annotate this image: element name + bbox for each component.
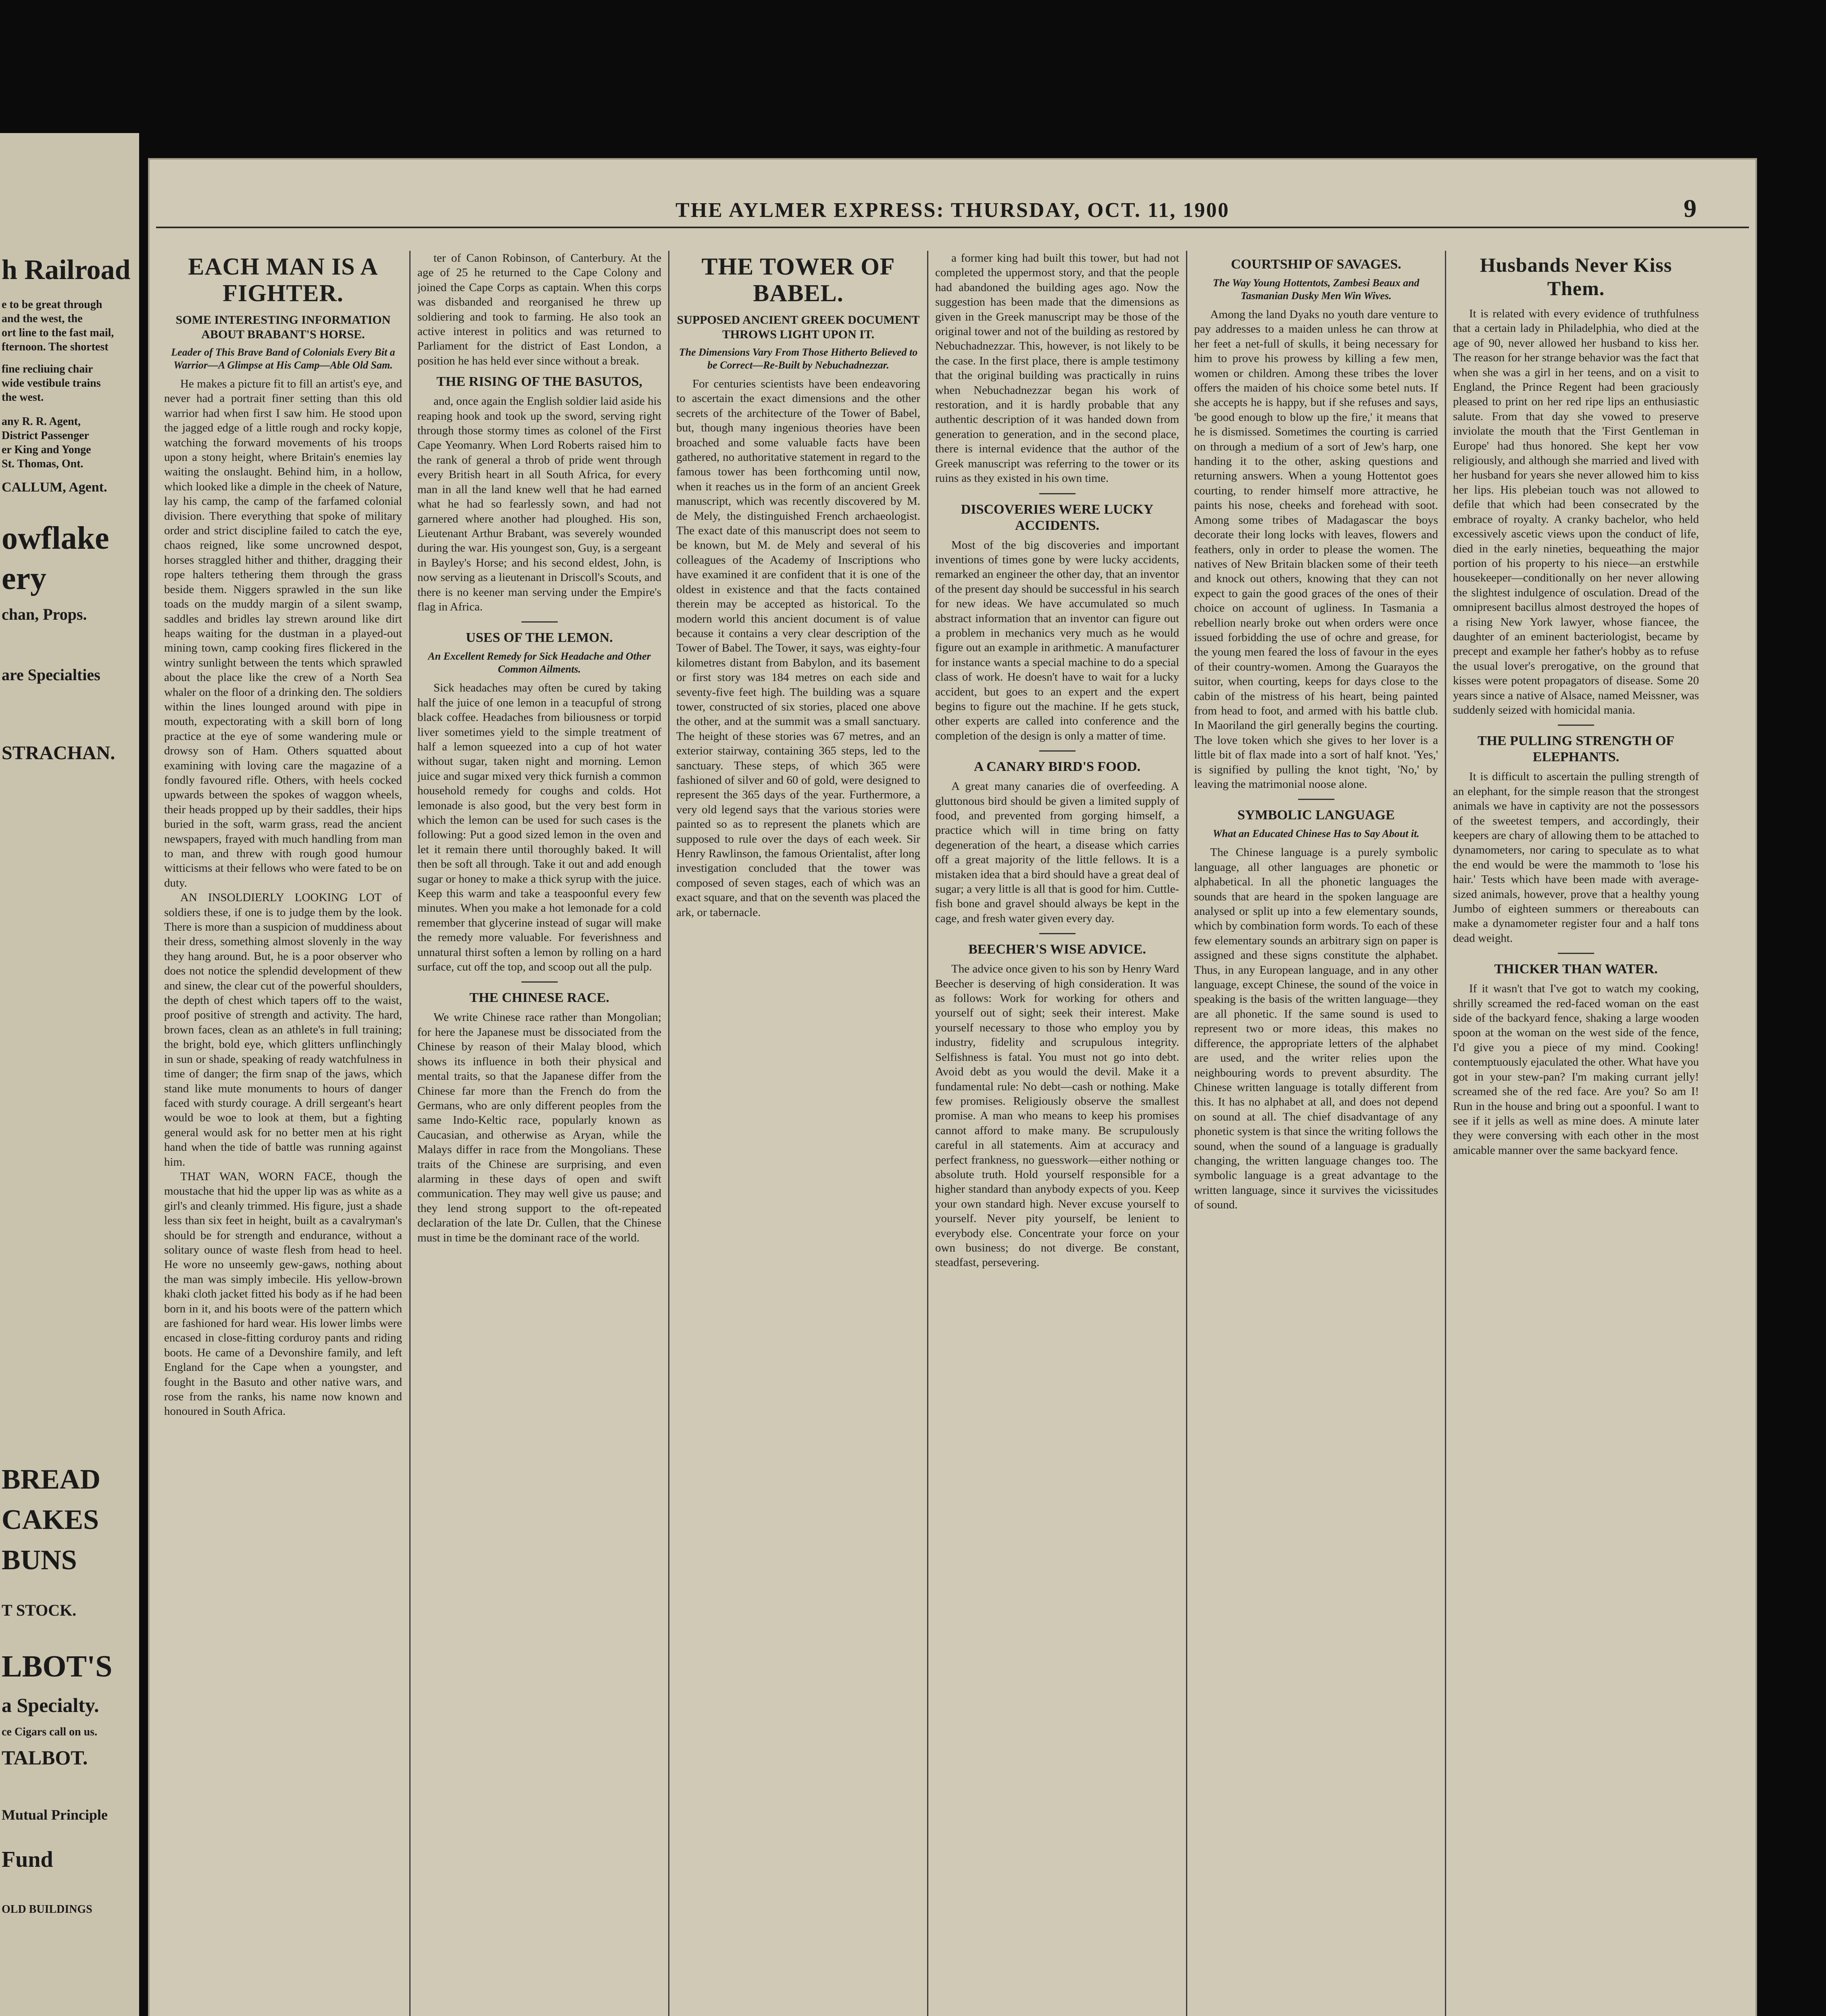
article-divider [1558, 725, 1594, 726]
left-strip-line: OLD BUILDINGS [2, 1903, 92, 1916]
subhead-basutos: THE RISING OF THE BASUTOS, [436, 374, 642, 389]
deck-lemon: An Excellent Remedy for Sick Headache and Other Common Ailments. [428, 650, 651, 675]
article-body: Among the land Dyaks no youth dare venture to pay addresses to a maiden unless he can throw at her feet a net-full of skulls, it being necessary for him to prove his prowess by killing a few men, women or children. Among these tribes the lover offers the maiden of his choice some betel nuts. If she accepts he is happy, but if she refuses and says, 'be good enough to blow up the fire,' it means that he is dismissed. Sometimes the courting is carried on through a medium of a sort of Jew's harp, one handing it to the other, asking questions and returning answers. When a young Hottentot goes courting, to render himself more attractive, he paints his nose, cheeks and forehead with soot. Among some tribes of Madagascar the boys decorate their long locks with leaves, flowers and feathers, only in order to please the women. The natives of New Britain blacken some of their teeth and knock out others, knowing that they can not expect to gain the good graces of the ones of their choice on account of ugliness. In Tasmania a rebellion nearly broke out when orders were once issued forbidding the use of ochre and grease, for the young men feared the loss of favour in the eyes of their country-women. Among the Guarayos the suitor, when courting, keeps for days close to the cabin of the mistress of his heart, being painted from head to foot, and armed with his battle club. In Maoriland the girl generally begins the courting. The love token which she gives to her lover is a little bit of flax made into a sort of half knot. 'Yes,' is signified by pulling the knot tight, 'No,' by leaving the matrimonial noose alone. [1194, 308, 1438, 791]
left-strip-line: ort line to the fast mail, [2, 327, 114, 339]
headline-tower-of-babel: THE TOWER OF BABEL. [701, 253, 895, 306]
deck-courtship: The Way Young Hottentots, Zambesi Beaux and Tasmanian Dusky Men Win Wives. [1213, 277, 1420, 302]
article-body: The advice once given to his son by Henry Ward Beecher is deserving of high consideration. It was as follows: Work for working for others and yourself out of sight; seek their interest. Make yourself necessary to those who employ you by industry, fidelity and scrupulous integrity. Selfishness is fatal. You must not go into debt. Avoid debt as you would the devil. Make it a fundamental rule: No debt—cash or nothing. Make few promises. Religiously observe the smallest promise. A man who means to keep his promises cannot afford to make many. Be scrupulously careful in all statements. Aim at accuracy and perfect frankness, no guesswork—either nothing or absolute truth. Hold yourself responsible for a higher standard than anybody expects of you. Keep your own standard high. Never excuse yourself to yourself. Never pity yourself, be lenient to everybody else. Concentrate your force on your own business; do not diverge. Be constant, steadfast, persevering. [935, 962, 1179, 1269]
deck-symbolic-language: What an Educated Chinese Has to Say About it. [1213, 828, 1420, 840]
article-body: ter of Canon Robinson, of Canterbury. At the age of 25 he returned to the Cape Colony and joined the Cape Corps as captain. When this corps was disbanded and reorganised he threw up soldiering and took to farming. He also took an active interest in politics and was returned to Parliament for the district of East London, a position he has held ever since without a break. [417, 252, 661, 367]
left-strip-line: and the west, the [2, 312, 83, 325]
column-separator [668, 251, 669, 2016]
left-strip-line: CAKES [2, 1504, 99, 1535]
left-strip-line: any R. R. Agent, [2, 415, 81, 428]
article-body: We write Chinese race rather than Mongolian; for here the Japanese must be dissociated from the Chinese by reason of their Malay blood, which shows its influence in both their physical and mental traits, so that the Japanese differ from the Chinese far more than the French do from the Germans, who are only different peoples from the same Indo-Keltic race, popularly known as Caucasian, and otherwise as Aryan, while the Malays differ in race from the Mongolians. These traits of the Chinese are surprising, and even alarming in these days of open and swift communication. They may well give us pause; and they lend strong support to the oft-repeated declaration of the late Dr. Cullen, that the Chinese must in time be the dominant race of the world. [417, 1011, 661, 1244]
headline-each-man: EACH MAN IS A FIGHTER. [188, 253, 378, 306]
left-strip-line: Mutual Principle [2, 1807, 108, 1823]
left-strip-line: chan, Props. [2, 605, 87, 623]
left-strip-line: District Passenger [2, 429, 89, 442]
column-2 [417, 251, 661, 2016]
left-strip-line: h Railroad [2, 254, 131, 285]
left-strip-line: fternoon. The shortest [2, 341, 108, 353]
left-strip-line: wide vestibule trains [2, 377, 101, 389]
column-1 [164, 251, 402, 2016]
article-divider [1558, 953, 1594, 954]
left-strip-line: owflake [2, 521, 109, 556]
headline-lemon: USES OF THE LEMON. [466, 630, 613, 646]
left-strip-line: TALBOT. [2, 1746, 88, 1769]
left-strip-line: STRACHAN. [2, 742, 115, 764]
left-strip-line: the west. [2, 391, 44, 404]
article-body: Sick headaches may often be cured by taking half the juice of one lemon in a teacupful of strong black coffee. Headaches from biliousness or torpid liver sometimes yield to the simple treatment of half a lemon squeezed into a cup of hot water without sugar, taken night and morning. Lemon juice and sugar mixed very thick furnish a common household remedy for coughs and colds. Hot lemonade is also good, but the very best form in which the lemon can be used for such cases is the following: Put a good sized lemon in the oven and let it remain there until thoroughly baked. It will then be soft all through. Take it out and add enough sugar or honey to make a thick syrup with the juice. Keep this warm and take a teaspoonful every few minutes. When you make a hot lemonade for a cold remember that glycerine instead of sugar will make the remedy more valuable. For feverishness and unnatural thirst soften a lemon by rolling on a hard surface, cut off the top, and scoop out all the pulp. [417, 681, 661, 974]
article-body: a former king had built this tower, but had not completed the uppermost story, and that the people had abandoned the building ages ago. Now the suggestion has been made that the dimensions as given in the Greek manuscript may be those of the original tower and not of the building as restored by Nebuchadnezzar. This, however, is not likely to be the case. In the first place, there is ample testimony that the original building was practically in ruins when Nebuchadnezzar began his work of restoration, and it is hardly probable that any authentic description of it was handed down from generation to generation, and in the second place, there is internal evidence that the author of the Greek manuscript was referring to the tower or its ruins as they existed in his own time. [935, 252, 1179, 485]
article-divider [521, 981, 558, 983]
column-separator [1186, 251, 1187, 2016]
headline-canary: A CANARY BIRD'S FOOD. [973, 759, 1141, 775]
article-body: For centuries scientists have been endeavoring to ascertain the exact dimensions and the other secrets of the architecture of the Tower of Babel, but, though many ingenious theories have been broached and some valuable facts have been gathered, no authoritative statement in regard to the famous tower has been forthcoming until now, when it reaches us in the form of an ancient Greek manuscript, which was recently discovered by M. de Mely, the distinguished French archaeologist. The exact date of this manuscript does not seem to be known, but M. de Mely and several of his colleagues of the Academy of Inscriptions who have examined it are confident that it is one of the oldest in existence and that the facts contained therein may be accepted as historical. To the modern world this ancient document is of value because it contains a very clear description of the Tower of Babel. The Tower, it says, was eighty-four kilometres distant from Babylon, and its basement or first story was 184 metres on each side and seventy-five feet high. The building was a square tower, constructed of six stories, placed one above the other, and at the summit was a small sanctuary. The height of these stories was 67 metres, and an exterior stairway, containing 365 steps, led to the sanctuary. These steps, of which 365 were fashioned of silver and 60 of gold, were designed to represent the 365 days of the year. Furthermore, a very old legend says that the various stories were painted so as to represent the planets which are supposed to rule over the days of each week. Sir Henry Rawlinson, the famous Orientalist, after long investigation concluded that the tower was composed of seven stages, each of which was an exact square, and that on the seventh was placed the ark, or tabernacle. [676, 377, 920, 919]
page-number: 9 [1684, 194, 1697, 223]
headline-symbolic-language: SYMBOLIC LANGUAGE [1237, 808, 1395, 823]
left-strip-line: Fund [2, 1847, 53, 1872]
article-body: It is difficult to ascertain the pulling strength of an elephant, for the simple reason that the strongest animals we have in captivity are not the possessors of the sweetest tempers, and accordingly, their keepers are chary of allowing them to be attached to dynamometers, nor caring to speculate as to what the end would be were the mammoth to 'lose his hair.' Tests which have been made with average-sized animals, however, prove that a healthy young Jumbo of eighteen summers or thereabouts can make a dynamometer register four and a half tons dead weight. [1453, 770, 1699, 945]
headline-beecher: BEECHER'S WISE ADVICE. [968, 942, 1146, 957]
left-strip-line: e to be great through [2, 298, 102, 311]
column-separator [409, 251, 411, 2016]
article-divider [521, 621, 558, 623]
left-strip-line: St. Thomas, Ont. [2, 458, 83, 470]
article-body: Most of the big discoveries and important inventions of times gone by were lucky accidents, remarked an engineer the other day, that an inventor of the present day should be successful in his search for new ideas. We have accumulated so much abstract information that an inventor can figure out a problem in mechanics very much as he would figure out an example in arithmetic. A manufacturer for instance wants a special machine to do a special class of work. He doesn't have to wait for a lucky accident, but goes to an expert and the expert begins to figure out the machine. If he gets stuck, other experts are called into conference and the completion of the design is only a matter of time. [935, 538, 1179, 742]
article-divider [1039, 933, 1076, 934]
deck-tower-of-babel: SUPPOSED ANCIENT GREEK DOCUMENT THROWS LIGHT UPON IT. [677, 313, 920, 341]
left-strip-line: a Specialty. [2, 1694, 99, 1716]
column-5 [1194, 251, 1438, 2016]
adjacent-page-strip [0, 133, 139, 2016]
masthead: THE AYLMER EXPRESS: THURSDAY, OCT. 11, 1900 [675, 199, 1230, 222]
subdeck-each-man: Leader of This Brave Band of Colonials Every Bit a Warrior—A Glimpse at His Camp—Able Old Sam. [171, 346, 395, 371]
article-body: It is related with every evidence of truthfulness that a certain lady in Philadelphia, who died at the age of 90, never allowed her husband to kiss her. The reason for her strange behavior was the fact that when she was a girl in her teens, and on a visit to England, the Prince Regent had been graciously pleased to print on her red ripe lips an enthusiastic salute. From that day she vowed to preserve inviolate the mouth that the 'First Gentleman in Europe' had thus honored. She kept her vow religiously, and although she married and lived with her husband for years she never allowed him to kiss her lips. His plebeian touch was not allowed to defile that which had been consecrated by the embrace of royalty. A cranky bachelor, who held excessively ascetic views upon the conduct of life, died in the early nineties, bequeathing the major portion of his property to his niece—an erstwhile housekeeper—conditionally on her never allowing the slightest indulgence of osculation. Dread of the omnipresent bacillus almost destroyed the hopes of a rising New York lawyer, whose fiancee, the daughter of an eminent bacteriologist, became by precept and example her father's hobby as to refuse the usual lover's prerogative, on the ground that kisses were potent propagators of disease. Some 20 years since a native of Alsace, named Meissner, was suddenly seized with homicidal mania. [1453, 307, 1699, 716]
headline-chinese-race: THE CHINESE RACE. [469, 990, 609, 1006]
left-strip-line: ce Cigars call on us. [2, 1726, 98, 1738]
article-body: If it wasn't that I've got to watch my cooking, shrilly screamed the red-faced woman on the east side of the backyard fence, shaking a large wooden spoon at the woman on the west side of the fence, I'd give you a piece of my mind. Cooking! contemptuously ejaculated the other. What have you got in your stew-pan? I'm making currant jelly! screamed she of the red face. Are you? So am I! Run in the house and bring out a spoonful. I want to see if it jells as well as mine does. A minute later they were conversing with each other in the most amicable manner over the same backyard fence. [1453, 982, 1699, 1157]
column-6 [1453, 251, 1699, 2016]
column-separator [927, 251, 928, 2016]
article-divider [1039, 750, 1076, 752]
column-separator [1445, 251, 1446, 2016]
article-body: He makes a picture fit to fill an artist's eye, and never had a portrait finer setting than this old warrior had when first I saw him. He stood upon the jagged edge of a little rough and rocky kopje, watching the forward movements of his troops upon a stony height, where Britain's enemies lay waiting the onslaught. Behind him, in a hollow, which looked like a dimple in the cheek of Nature, lay his camp, the camp of the farfamed colonial division. There everything that spoke of military order and strict discipline failed to catch the eye, chaos reigned, like some uncrowned despot, horses straggled hither and thither, dragging their rope halters tethering them through the grass beside them. Niggers sprawled in the sun like toads on the muddy margin of a silent swamp, saddles and bridles lay strewn around like dirt heaps waiting for the dustman in a played-out mining town, camp cooking fires flickered in the wintry sunlight between the tents which sprawled about the place like the crew of a North Sea whaler on the floor of a drinking den. The soldiers within the lines lounged around with pipe in mouth, expectorating with a skill born of long practice at the eye of some wandering mule or drowsy son of Ham. Others squatted about examining with loving care the magazine of a fondly favoured rifle. Others, with heels cocked upwards between the spokes of waggon wheels, their heads propped up by their saddles, their hips buried in the soft, warm grass, read the ancient newspapers, frayed with much handling from man to man, and threw with rough good humour witticisms at their fellows who were fated to be on duty. [164, 377, 402, 889]
left-strip-line: are Specialties [2, 666, 100, 684]
newspaper-page [148, 158, 1757, 2016]
deck-each-man: SOME INTERESTING INFORMATION ABOUT BRABANT'S HORSE. [175, 313, 391, 341]
column-3 [676, 251, 920, 2016]
subdeck-tower-of-babel: The Dimensions Vary From Those Hitherto Believed to be Correct—Re-Built by Nebuchadnezzar. [679, 346, 918, 371]
article-divider [1298, 799, 1334, 800]
article-body: AN INSOLDIERLY LOOKING LOT of soldiers these, if one is to judge them by the look. There is more than a suspicion of muddiness about their dress, something almost slovenly in the way they hang around. But, he is a poor observer who does not notice the splendid development of thew and sinew, the clear cut of the powerful shoulders, the depth of chest which tapers off to the waist, proof positive of strength and activity. The hard, brown faces, clean as an athlete's in full training; the bright, bold eye, which glitters unflinchingly in sun or shade, speaking of ready watchfulness in time of danger; the firm snap of the jaws, which stand like mute monuments to hours of danger faced with sturdy courage. A drill sergeant's heart would be woe to look at them, but a fighting general would ask for no better men at his right hand when the tide of battle was running against him. [164, 891, 402, 1168]
masthead-rule [156, 227, 1749, 228]
left-strip-line: LBOT'S [2, 1649, 113, 1683]
left-strip-line: fine recliuing chair [2, 363, 93, 375]
article-body: THAT WAN, WORN FACE, though the moustache that hid the upper lip was as white as a girl's and cleanly trimmed. His figure, just a shade less than six feet in height, built as a cavalryman's should be for strength and endurance, without a solitary ounce of waste flesh from head to heel. He wore no unseemly gew-gaws, nothing about the man was simply imbecile. His yellow-brown khaki cloth jacket fitted his body as if he had been born in it, and his boots were of the pattern which are fashioned for hard wear. His lower limbs were encased in close-fitting corduroy pants and riding boots. He came of a Devonshire family, and left England for the Cape when a youngster, and fought in the Basuto and other native wars, and rose from the ranks, his name now known and honoured in South Africa. [164, 1170, 402, 1418]
article-body: and, once again the English soldier laid aside his reaping hook and took up the sword, serving right through those stormy times as colonel of the First Cape Yeomanry. When Lord Roberts raised him to the rank of general a throb of pride went through every British heart in all South Africa, for every man in all the land knew well that he had earned what he had so fearlessly sown, and had not garnered where another had ploughed. His son, Lieutenant Arthur Brabant, was severely wounded during the war. His youngest son, Guy, is a sergeant in Bayley's Horse; and his second eldest, John, is now serving as a lieutenant in Driscoll's Scouts, and there is no keener man serving under the Empire's flag in Africa. [417, 395, 661, 613]
headline-elephants: THE PULLING STRENGTH OF ELEPHANTS. [1477, 733, 1675, 765]
article-body: A great many canaries die of overfeeding. A gluttonous bird should be given a limited supply of food, and prevented from gorging himself, a practice which will in time bring on fatty degeneration of the heart, a disease which carries off a great majority of the little fellows. It is a mistaken idea that a bird should have a great deal of sugar; a very little is all that is good for him. Cuttle-fish bone and gravel should always be kept in the cage, and fresh water given every day. [935, 780, 1179, 925]
article-divider [1039, 493, 1076, 494]
left-strip-line: ery [2, 561, 47, 596]
headline-discoveries: DISCOVERIES WERE LUCKY ACCIDENTS. [961, 502, 1154, 533]
headline-courtship: COURTSHIP OF SAVAGES. [1231, 257, 1401, 272]
left-strip-line: CALLUM, Agent. [2, 480, 107, 495]
column-4 [935, 251, 1179, 2016]
article-body: The Chinese language is a purely symbolic language, all other languages are phonetic or alphabetical. In all the phonetic languages the sounds that are heard in the spoken language are analysed or split up into a few elementary sounds, which by combination form words. To each of these few elementary sounds an arbitrary sign on paper is assigned and these signs constitute the alphabet. Thus, in any European language, and in any other language, except Chinese, the sound of the voice in speaking is the basis of the written language—they are all phonetic. If the same sound is used to represent two or more ideas, this makes no difference, the appropriate letters of the alphabet are used, and the writer relies upon the neighbouring words to prevent absurdity. The Chinese written language is totally different from this. It has no alphabet at all, and does not depend on sound at all. The chief disadvantage of any phonetic system is that since the writing follows the sound, when the sound of a language is gradually changing, the written language changes too. The symbolic language is a great advantage to the written language, since it survives the vicissitudes of sound. [1194, 846, 1438, 1212]
headline-thicker-than-water: THICKER THAN WATER. [1494, 962, 1658, 977]
headline-husbands: Husbands Never Kiss Them. [1480, 254, 1672, 300]
left-strip-line: er King and Yonge [2, 444, 91, 456]
left-strip-line: BREAD [2, 1464, 101, 1495]
left-strip-line: T STOCK. [2, 1601, 77, 1619]
left-strip-line: BUNS [2, 1545, 77, 1576]
